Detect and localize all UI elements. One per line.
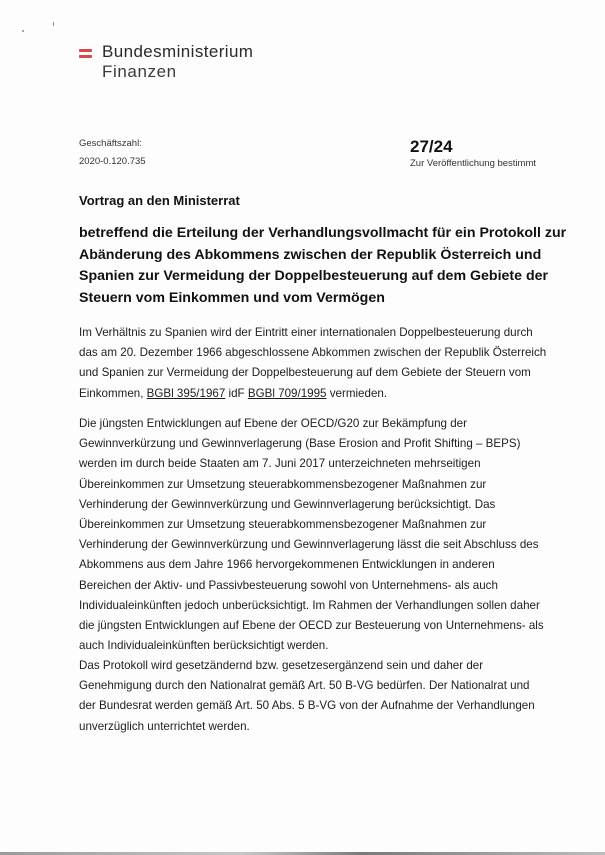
text-fragment: vermieden. xyxy=(326,386,388,400)
austrian-flag-icon xyxy=(79,49,92,59)
paragraph-line: auch Individualeinkünften berücksichtigt werden. xyxy=(79,639,329,653)
paragraph-line: Übereinkommen zur Umsetzung steuerabkommensbezogener Maßnahmen zur xyxy=(79,477,487,491)
text-fragment: idF xyxy=(225,386,248,400)
paragraph-line: der Bundesrat werden gemäß Art. 50 Abs. 5 B-VG von der Aufnahme der Verhandlungen xyxy=(79,699,535,713)
law-reference-link[interactable]: BGBl 395/1967 xyxy=(146,386,226,400)
ministry-name-line1: Bundesministerium xyxy=(102,42,254,61)
paragraph-line xyxy=(79,384,559,404)
paragraph-line: Gewinnverkürzung und Gewinnverlagerung (Base Erosion and Profit Shifting – BEPS) xyxy=(79,437,521,451)
law-reference-link[interactable]: BGBl 709/1995 xyxy=(247,386,327,400)
text-fragment: Einkommen, xyxy=(79,386,147,400)
paragraph-3 xyxy=(79,656,559,737)
file-number: 2020-0.120.735 xyxy=(79,156,146,167)
scan-speck xyxy=(22,30,24,32)
title-line: betreffend die Erteilung der Verhandlungsvollmacht für ein Protokoll zur xyxy=(79,225,567,241)
title-line: Abänderung des Abkommens zwischen der Republik Österreich und xyxy=(79,246,542,263)
publication-note: Zur Veröffentlichung bestimmt xyxy=(410,158,537,169)
paragraph-line: und Spanien zur Vermeidung der Doppelbesteuerung auf dem Gebiete der Steuern vom xyxy=(79,366,531,380)
paragraph-line: Individualeinkünften jedoch unberücksichtigt. Im Rahmen der Verhandlungen sollen daher xyxy=(79,598,540,612)
file-number-label: Geschäftszahl: xyxy=(79,138,142,149)
paragraph-2 xyxy=(79,414,559,656)
paragraph-line: Abkommens aus dem Jahre 1966 hervorgekommenen Entwicklungen in anderen xyxy=(79,558,495,572)
paragraph-line: Übereinkommen zur Umsetzung steuerabkommensbezogener Maßnahmen zur xyxy=(79,518,487,532)
document-number: 27/24 xyxy=(410,137,453,156)
paragraph-line: unverzüglich unterrichtet werden. xyxy=(79,719,250,733)
paragraph-line: Genehmigung durch den Nationalrat gemäß Art. 50 B-VG bedürfen. Der Nationalrat und xyxy=(79,679,530,693)
paragraph-line: das am 20. Dezember 1966 abgeschlossene Abkommen zwischen der Republik Österreich xyxy=(79,346,547,360)
paragraph-line: Im Verhältnis zu Spanien wird der Eintritt einer internationalen Doppelbesteuerung durch xyxy=(79,326,533,339)
title-line: Steuern vom Einkommen und vom Vermögen xyxy=(79,289,385,306)
paragraph-line: Das Protokoll wird gesetzändernd bzw. gesetzesergänzend sein und daher der xyxy=(79,659,484,672)
ministry-name-line2: Finanzen xyxy=(102,62,177,81)
paragraph-line: werden im durch beide Staaten am 7. Juni 2017 unterzeichneten mehrseitigen xyxy=(79,457,481,471)
paragraph-line: Bereichen der Aktiv- und Passivbesteuerung sowohl von Unternehmens- als auch xyxy=(79,578,498,592)
paragraph-line: Verhinderung der Gewinnverkürzung und Gewinnverlagerung berücksichtigt. Das xyxy=(79,497,496,511)
paragraph-line: Verhinderung der Gewinnverkürzung und Gewinnverlagerung lässt die seit Abschluss des xyxy=(79,538,539,552)
title-line: Spanien zur Vermeidung der Doppelbesteuerung auf dem Gebiete der xyxy=(79,268,549,284)
paragraph-line: die jüngsten Entwicklungen auf Ebene der OECD zur Besteuerung von Unternehmens- als xyxy=(79,619,544,633)
paragraph-line: Die jüngsten Entwicklungen auf Ebene der OECD/G20 zur Bekämpfung der xyxy=(79,417,467,430)
document-heading: Vortrag an den Ministerrat xyxy=(79,193,240,208)
scan-speck xyxy=(53,22,54,26)
paragraph-1 xyxy=(79,323,559,404)
document-title xyxy=(79,223,567,309)
